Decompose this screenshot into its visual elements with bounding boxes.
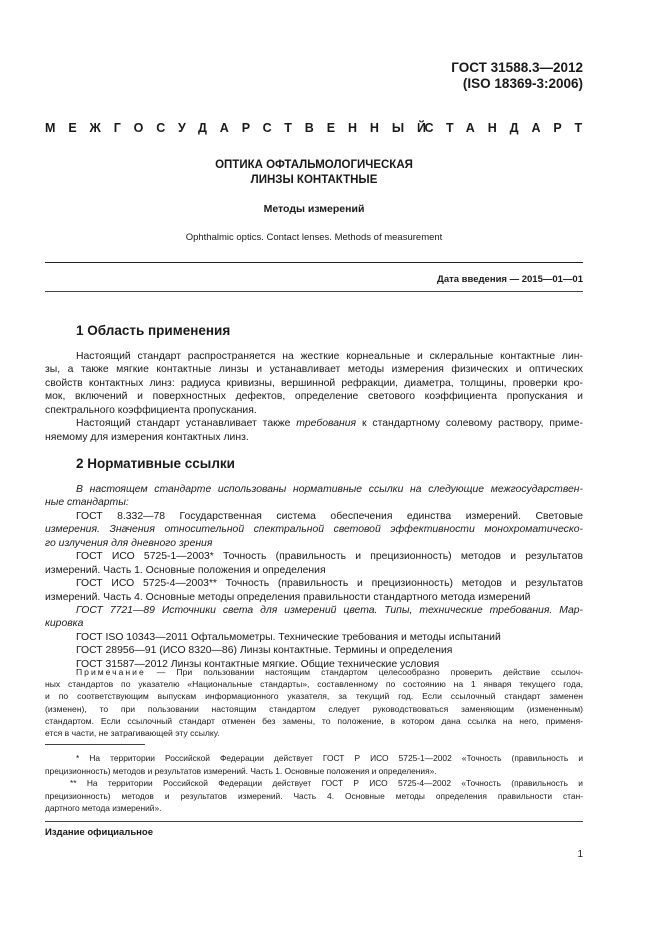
english-title: Ophthalmic optics. Contact lenses. Methods of measurement	[185, 232, 443, 243]
footnote-divider	[45, 744, 145, 745]
reference-text: ГОСТ 8.332—78 Государственная система обеспечения единства измерений. Световые	[76, 510, 583, 522]
section-1-line: Настоящий стандарт распространяется на жесткие корнеальные и склеральные контактные лин-	[76, 351, 583, 362]
title-line-1: ОПТИКА ОФТАЛЬМОЛОГИЧЕСКАЯ	[215, 159, 413, 171]
date-divider	[45, 291, 583, 292]
footnote-1: * На территории Российской Федерации действует ГОСТ Р ИСО 5725-1—2002 «Точность (правильность и	[76, 753, 583, 763]
section-1-body	[45, 350, 583, 444]
footnote-2: дартного метода измерений».	[45, 803, 162, 813]
references-intro: В настоящем стандарте использованы нормативные ссылки на следующие межгосударствен-	[76, 484, 583, 495]
title-line-2: ЛИНЗЫ КОНТАКТНЫЕ	[250, 174, 378, 186]
note-label: Примечание	[76, 667, 146, 677]
introduction-date: Дата введения — 2015—01—01	[437, 274, 583, 285]
edition-divider	[45, 821, 583, 822]
p2-text-end: к стандартному солевому раствору, приме-	[356, 418, 583, 430]
section-1-line: мок, включений и поверхностных дефектов, определение светового коэффициента пропускания и	[45, 391, 583, 403]
standard-code-gost: ГОСТ 31588.3—2012	[451, 60, 583, 75]
reference-item: измерения. Значения относительной спектральной световой эффективности монохроматическо-	[45, 524, 583, 536]
section-2-body	[45, 483, 583, 671]
section-1-line: спектрального коэффициента пропускания.	[45, 404, 257, 416]
reference-item: ГОСТ ИСО 5725-4—2003** Точность (правильность и прецизионность) методов и результатов	[76, 578, 583, 590]
reference-item: измерений. Часть 1. Основные положения и определения	[45, 564, 326, 576]
reference-item: ГОСТ 28956—91 (ИСО 8320—86) Линзы контактные. Термины и определения	[76, 645, 453, 657]
footnotes	[45, 752, 583, 815]
section-1-heading: 1 Область применения	[76, 323, 231, 338]
standard-type-banner	[45, 121, 595, 135]
title-divider	[45, 262, 583, 263]
note-text: — При пользовании настоящим стандартом целесообразно проверить действие ссылоч-	[145, 667, 583, 677]
note-line: ется в части, не затрагивающей эту ссылку.	[45, 727, 220, 738]
reference-item	[45, 510, 583, 523]
references-note	[45, 666, 583, 739]
section-1-paragraph-2	[45, 417, 583, 430]
document-subtitle: Методы измерений	[263, 203, 365, 215]
edition-label: Издание официальное	[45, 827, 153, 838]
footnote-2: ** На территории Российской Федерации действует ГОСТ Р ИСО 5725-4—2002 «Точность (правильность и	[70, 778, 583, 788]
section-1-line: няемому для измерения контактных линз.	[45, 431, 249, 443]
reference-item: кировка	[45, 618, 84, 630]
note-line: ных стандартов по указателю «Национальные стандарты», составленному по состоянию на 1 января текущего года,	[45, 679, 583, 690]
section-1-line: свойств контактных линз: радиуса кривизны, вершинной рефракции, диаметра, толщины, проверки кро-	[45, 377, 583, 389]
section-1-line: зы, а также мягкие контактные линзы и устанавливает методы измерения физических и оптических	[45, 364, 583, 376]
standard-code-iso: (ISO 18369-3:2006)	[462, 76, 583, 91]
reference-item: ГОСТ ISO 10343—2011 Офтальмометры. Технические требования и методы испытаний	[76, 631, 501, 643]
references-intro: ные стандарты:	[45, 497, 129, 509]
document-title	[45, 158, 583, 188]
p2-text-start: Настоящий стандарт устанавливает также	[76, 418, 297, 430]
footnote-2: прецизионность) методов и результатов измерений. Часть 4. Основные методы определения правильности стан-	[45, 790, 583, 801]
reference-item: ГОСТ 31587—2012 Линзы контактные мягкие. Общие технические условия	[76, 658, 440, 670]
reference-item: ГОСТ 7721—89 Источники света для измерений цвета. Типы, технические требования. Мар-	[76, 604, 583, 616]
page-number: 1	[577, 849, 583, 860]
p2-emphasis: требования	[296, 418, 357, 430]
footnote-1: прецизионность) методов и результатов измерений. Часть 1. Основные положения и определения».	[45, 765, 437, 776]
standard-code	[451, 60, 583, 92]
banner-interstate: МЕЖГОСУДАРСТВЕННЫЙ	[45, 121, 439, 135]
reference-item: го излучения для дневного зрения	[45, 537, 213, 549]
note-line: стандартом. Если ссылочный стандарт отменен без замены, то положение, в котором дана ссылка на него, применя-	[45, 715, 583, 726]
reference-item: ГОСТ ИСО 5725-1—2003* Точность (правильность и прецизионность) методов и результатов	[76, 551, 583, 563]
note-line	[45, 666, 583, 678]
note-line: и по соответствующим выпускам информационного указателя, за текущий год. Если ссылочный стандарт заменен	[45, 691, 583, 702]
banner-standard: СТАНДАРТ	[424, 121, 595, 135]
reference-item: измерений. Часть 4. Основные методы определения правильности стандартного метода измерений	[45, 591, 531, 603]
section-2-heading: 2 Нормативные ссылки	[76, 456, 235, 471]
note-line: (изменен), то при пользовании настоящим стандартом следует руководствоваться заменяющим (измененным)	[45, 703, 583, 714]
